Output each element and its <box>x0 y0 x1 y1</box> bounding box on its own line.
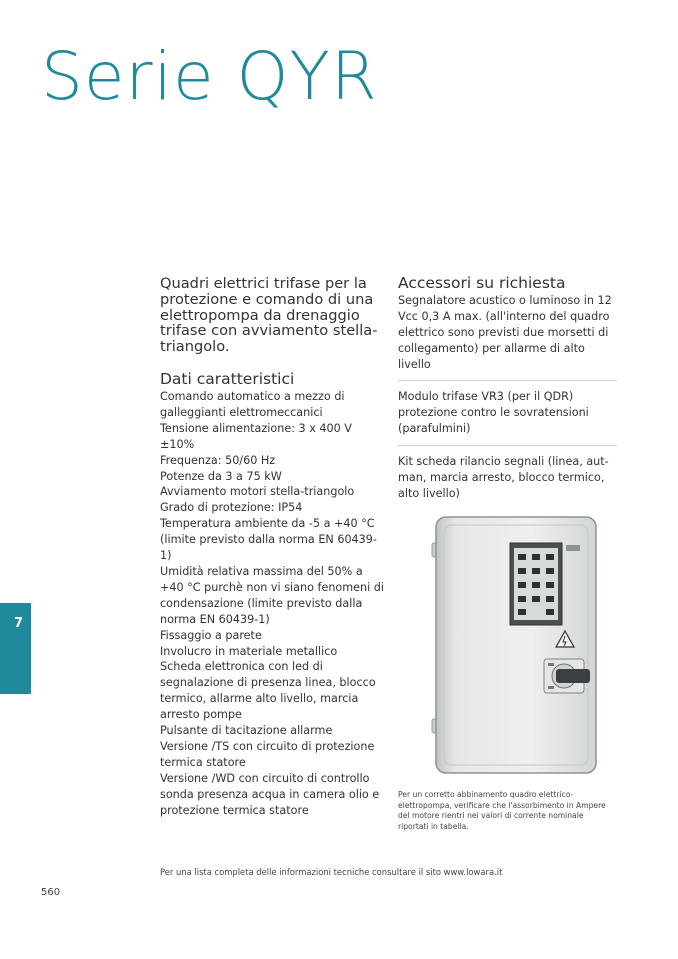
spec-item: Involucro in materiale metallico <box>160 644 338 658</box>
accessory-item: Segnalatore acustico o luminoso in 12 Vcc 0,3 A max. (all'interno del quadro elettrico sono previsti due morsetti di collegamento) per allarme di alto livello <box>398 294 612 371</box>
spec-item: Umidità relativa massima del 50% a +40 °C purchè non vi siano fenomeni di condensazione (limite previsto dalla norma EN 60439-1) <box>160 564 385 626</box>
accessories-heading: Accessori su richiesta <box>398 274 566 292</box>
spec-item: Avviamento motori stella-triangolo <box>160 485 355 499</box>
spec-item: Scheda elettronica con led di segnalazione di presenza linea, blocco termico, allarme alto livello, marcia arresto pompe <box>160 660 376 722</box>
divider <box>398 380 617 381</box>
spec-item: Grado di protezione: IP54 <box>160 501 303 515</box>
photo-caption: Per un corretto abbinamento quadro elettrico-elettropompa, verificare che l'assorbimento in Ampere del motore rientri nei valori di corrente nominale riportati in tabella. <box>398 790 606 831</box>
footer-note: Per una lista completa delle informazioni tecniche consultare il sito www.lowara.it <box>160 867 503 877</box>
page-number: 560 <box>41 887 61 898</box>
intro-paragraph: Quadri elettrici trifase per la protezione e comando di una elettropompa da drenaggio trifase con avviamento stella-triangolo. <box>160 275 378 356</box>
spec-item: Fissaggio a parete <box>160 628 262 642</box>
section-tab <box>0 603 31 694</box>
specs-list <box>160 389 385 818</box>
page-title: Serie QYR <box>41 38 378 115</box>
spec-item: Temperatura ambiente da -5 a +40 °C (limite previsto dalla norma EN 60439-1) <box>160 517 377 563</box>
accessory-item: Modulo trifase VR3 (per il QDR) protezione contro le sovratensioni (parafulmini) <box>398 390 589 435</box>
divider <box>398 445 617 446</box>
spec-item: Frequenza: 50/60 Hz <box>160 453 276 467</box>
spec-item: Comando automatico a mezzo di galleggianti elettromeccanici <box>160 390 345 419</box>
spec-item: Versione /WD con circuito di controllo sonda presenza acqua in camera olio e protezione termica statore <box>160 771 380 817</box>
section-tab-number: 7 <box>14 616 24 631</box>
spec-item: Versione /TS con circuito di protezione termica statore <box>160 739 375 769</box>
specs-heading: Dati caratteristici <box>160 370 295 388</box>
spec-item: Pulsante di tacitazione allarme <box>160 724 333 738</box>
spec-item: Potenze da 3 a 75 kW <box>160 469 282 483</box>
accessory-item: Kit scheda rilancio segnali (linea, aut-man, marcia arresto, blocco termico, alto livello) <box>398 455 609 500</box>
control-panel-photo <box>424 513 614 781</box>
spec-item: Tensione alimentazione: 3 x 400 V ±10% <box>160 421 352 451</box>
